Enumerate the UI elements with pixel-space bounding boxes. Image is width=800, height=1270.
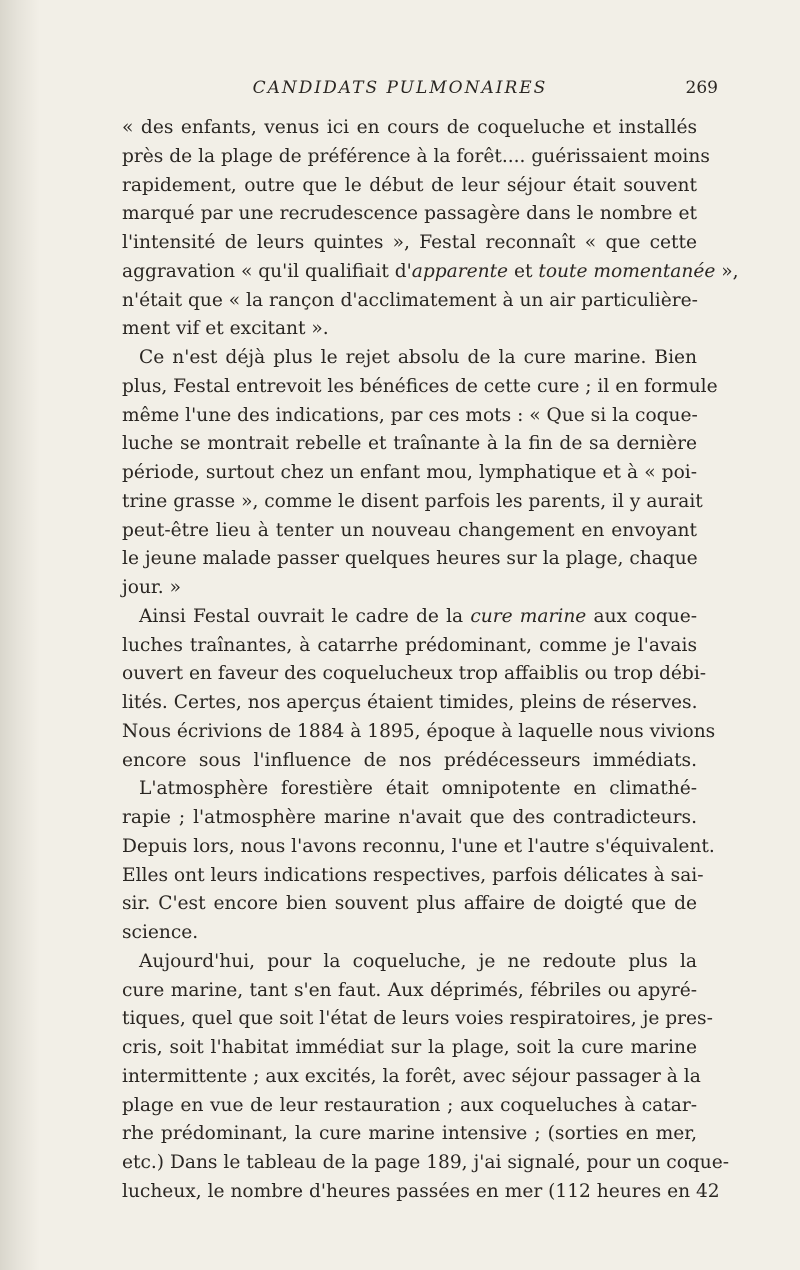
text-line: période, surtout chez un enfant mou, lymphatique et à « poi- [122, 462, 697, 483]
page-header [0, 78, 800, 102]
text-line: lucheux, le nombre d'heures passées en mer (112 heures en 42 [122, 1180, 720, 1202]
text-line: intermittente ; aux excités, la forêt, avec séjour passager à la [122, 1065, 701, 1087]
text-line-with-italics [122, 258, 739, 287]
text-line: etc.) Dans le tableau de la page 189, j'ai signalé, pour un coque- [122, 1152, 730, 1173]
text-line: ment vif et excitant ». [122, 318, 329, 340]
text-line: rhe prédominant, la cure marine intensive ; (sorties en mer, [122, 1123, 697, 1145]
text-line: près de la plage de préférence à la forêt.... guérissaient moins [122, 145, 710, 167]
text-line: rapie ; l'atmosphère marine n'avait que des contradicteurs. [122, 807, 697, 828]
text-line: luche se montrait rebelle et traînante à la fin de sa dernière [122, 433, 697, 455]
text-line-with-italics [122, 603, 697, 632]
text-line: plage en vue de leur restauration ; aux coqueluches à catar- [122, 1094, 697, 1116]
text-line: rapidement, outre que le début de leur séjour était souvent [122, 174, 697, 196]
running-title: CANDIDATS PULMONAIRES [252, 78, 548, 98]
text-line: L'atmosphère forestière était omnipotente en climathé- [139, 778, 697, 800]
text-line: Nous écrivions de 1884 à 1895, époque à laquelle nous vivions [122, 720, 716, 742]
text-line: luches traînantes, à catarrhe prédominant, comme je l'avais [122, 634, 697, 656]
text-line: Ce n'est déjà plus le rejet absolu de la cure marine. Bien [139, 347, 697, 368]
text-line: Aujourd'hui, pour la coqueluche, je ne redoute plus la [139, 950, 697, 972]
text-line: trine grasse », comme le disent parfois les parents, il y aurait [122, 490, 703, 512]
page-spine-shadow [0, 0, 40, 1270]
text-line: cris, soit l'habitat immédiat sur la plage, soit la cure marine [122, 1037, 697, 1058]
text-line: même l'une des indications, par ces mots : « Que si la coque- [122, 404, 698, 426]
text-line: peut-être lieu à tenter un nouveau changement en envoyant [122, 519, 697, 541]
text-line: n'était que « la rançon d'acclimatement à un air particulière- [122, 289, 698, 311]
text-run: Ainsi Festal ouvrait le cadre de la [139, 605, 471, 627]
text-line: Depuis lors, nous l'avons reconnu, l'une et l'autre s'équivalent. [122, 835, 715, 857]
text-line: jour. » [122, 577, 181, 598]
text-line: sir. C'est encore bien souvent plus affaire de doigté que de [122, 893, 697, 915]
text-run: aggravation « qu'il qualifiait d' [122, 260, 412, 282]
text-line: encore sous l'influence de nos prédécesseurs immédiats. [122, 749, 697, 771]
text-run: aux coque- [586, 605, 697, 627]
text-line: l'intensité de leurs quintes », Festal reconnaît « que cette [122, 232, 697, 253]
italic-phrase: cure marine [470, 605, 587, 627]
text-run: et [508, 260, 539, 282]
body-text [122, 114, 739, 1207]
page-number: 269 [685, 78, 718, 98]
text-line: marqué par une recrudescence passagère dans le nombre et [122, 203, 697, 225]
text-run: », [715, 260, 739, 282]
italic-phrase: apparente [411, 260, 509, 282]
text-line: le jeune malade passer quelques heures sur la plage, chaque [122, 548, 698, 570]
text-line: cure marine, tant s'en faut. Aux déprimés, fébriles ou apyré- [122, 979, 697, 1001]
text-line: ouvert en faveur des coquelucheux trop affaiblis ou trop débi- [122, 663, 707, 685]
text-line: « des enfants, venus ici en cours de coqueluche et installés [122, 117, 697, 138]
italic-phrase: toute momentanée [538, 260, 716, 282]
text-line: tiques, quel que soit l'état de leurs voies respiratoires, je pres- [122, 1008, 713, 1030]
text-line: lités. Certes, nos aperçus étaient timides, pleins de réserves. [122, 692, 698, 713]
text-line: Elles ont leurs indications respectives, parfois délicates à sai- [122, 864, 704, 886]
text-line: science. [122, 922, 199, 943]
text-line: plus, Festal entrevoit les bénéfices de cette cure ; il en formule [122, 375, 718, 397]
